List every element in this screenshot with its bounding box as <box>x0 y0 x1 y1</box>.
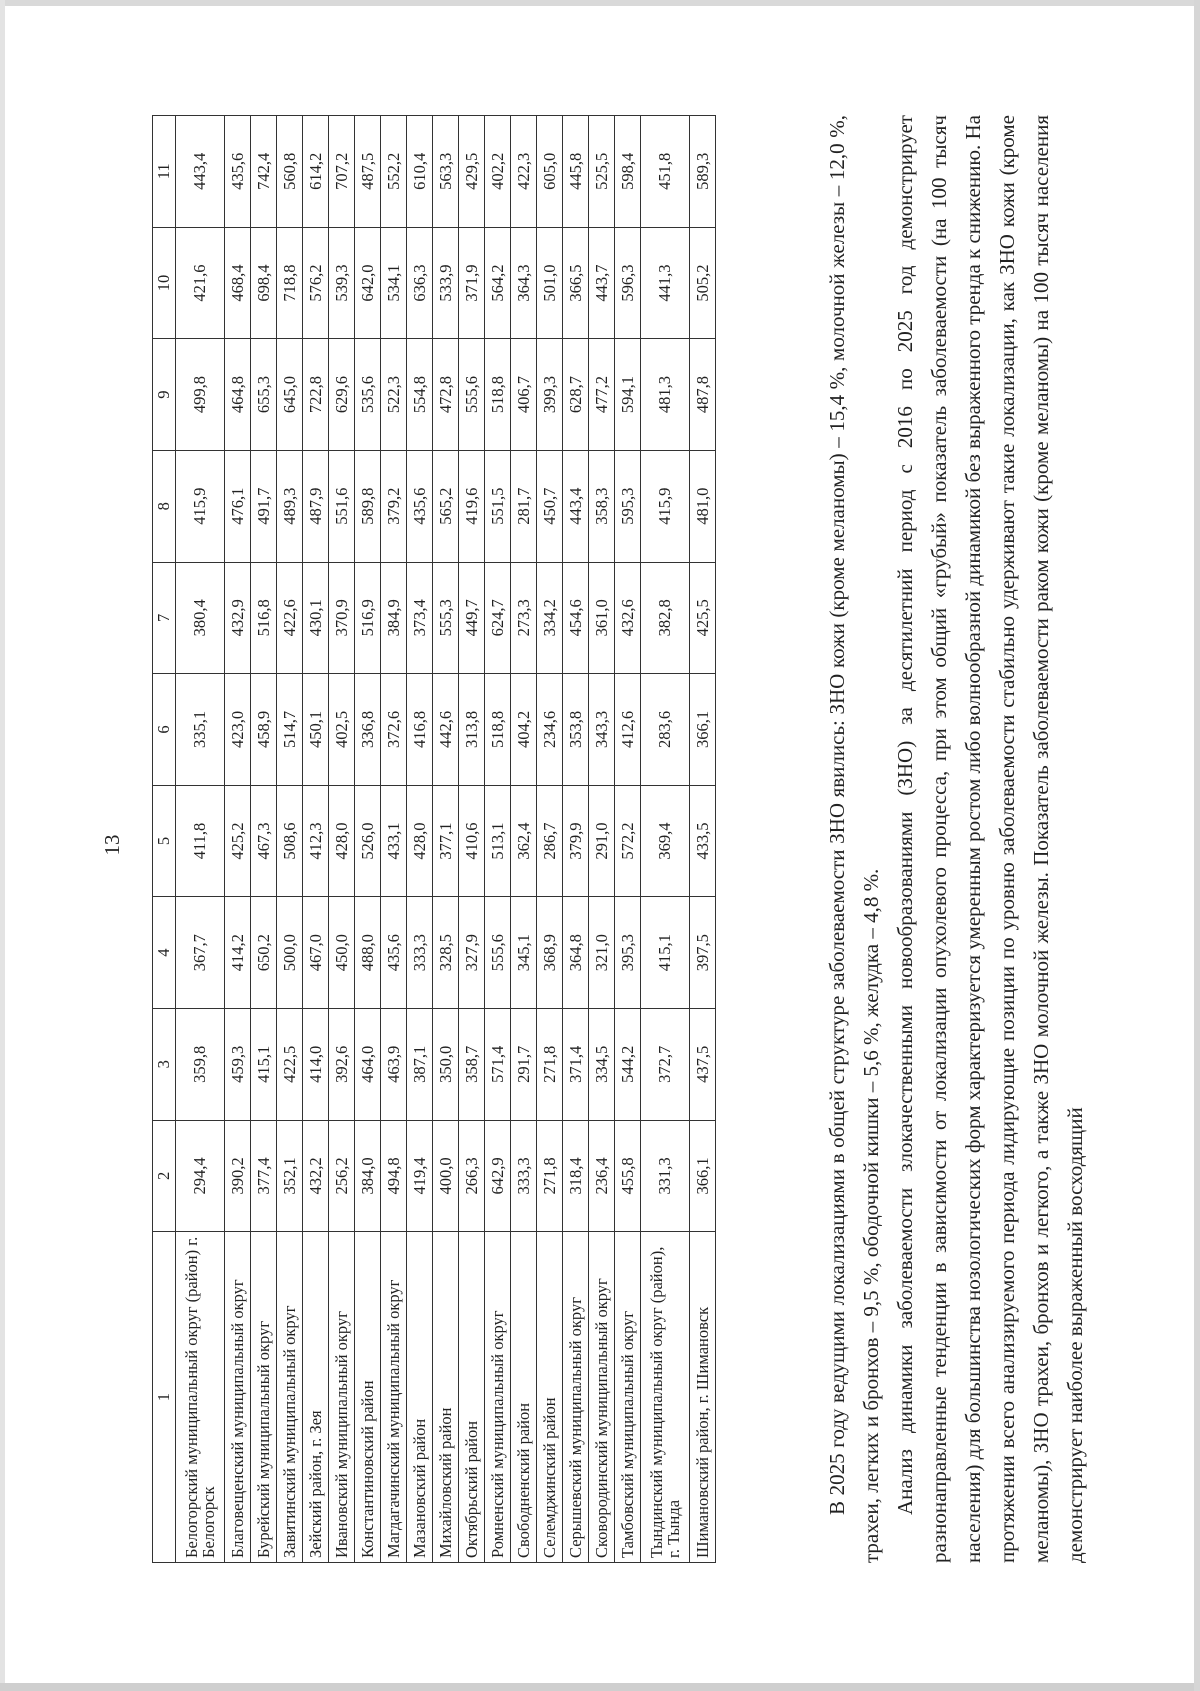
value-cell: 266,3 <box>459 1120 485 1232</box>
column-header: 3 <box>153 1008 176 1120</box>
value-cell: 533,9 <box>433 227 459 339</box>
value-cell: 494,8 <box>381 1120 407 1232</box>
district-name-cell: Ивановский муниципальный округ <box>329 1232 355 1563</box>
value-cell: 450,7 <box>537 450 563 562</box>
value-cell: 555,3 <box>433 562 459 674</box>
value-cell: 273,3 <box>511 562 537 674</box>
value-cell: 353,8 <box>563 674 589 786</box>
value-cell: 518,8 <box>485 339 511 451</box>
scan-edge-top <box>0 0 1200 6</box>
value-cell: 369,4 <box>641 785 690 897</box>
value-cell: 487,9 <box>303 450 329 562</box>
value-cell: 352,1 <box>277 1120 303 1232</box>
value-cell: 415,1 <box>251 1008 277 1120</box>
value-cell: 397,5 <box>690 897 716 1009</box>
value-cell: 481,0 <box>690 450 716 562</box>
value-cell: 429,5 <box>459 116 485 228</box>
value-cell: 415,1 <box>641 897 690 1009</box>
district-name-cell: Благовещенский муниципальный округ <box>225 1232 251 1563</box>
value-cell: 443,4 <box>176 116 225 228</box>
value-cell: 271,8 <box>537 1008 563 1120</box>
value-cell: 463,9 <box>381 1008 407 1120</box>
value-cell: 563,3 <box>433 116 459 228</box>
value-cell: 414,2 <box>225 897 251 1009</box>
value-cell: 443,4 <box>563 450 589 562</box>
value-cell: 343,3 <box>589 674 615 786</box>
value-cell: 412,3 <box>303 785 329 897</box>
value-cell: 564,2 <box>485 227 511 339</box>
district-name-cell: Бурейский муниципальный округ <box>251 1232 277 1563</box>
district-name-cell: Ромненский муниципальный округ <box>485 1232 511 1563</box>
value-cell: 476,1 <box>225 450 251 562</box>
value-cell: 331,3 <box>641 1120 690 1232</box>
value-cell: 379,9 <box>563 785 589 897</box>
value-cell: 384,9 <box>381 562 407 674</box>
value-cell: 415,9 <box>641 450 690 562</box>
value-cell: 698,4 <box>251 227 277 339</box>
value-cell: 372,6 <box>381 674 407 786</box>
value-cell: 313,8 <box>459 674 485 786</box>
value-cell: 551,6 <box>329 450 355 562</box>
paragraph: Анализ динамики заболеваемости злокачественными новообразованиями (ЗНО) за десятилетний период с 2016 по 2025 год демонстрирует разнонаправленные тенденции в зависимости от локализации опухолевого процесса, при этом общий «грубый» показатель заболеваемости (на 100 тысяч населения) для большинства нозологических форм характеризуется умеренным ростом либо волнообразной динамикой без выраженного тренда к снижению. На протяжении всего анализируемого периода лидирующие позиции по уровню заболеваемости стабильно удерживают такие локализации, как ЗНО кожи (кроме меланомы), ЗНО трахеи, бронхов и легкого, а также ЗНО молочной железы. Показатель заболеваемости раком кожи (кроме меланомы) на 100 тысяч населения демонстрирует наиболее выраженный восходящий <box>893 115 1087 1563</box>
table-row <box>277 116 303 1563</box>
value-cell: 286,7 <box>537 785 563 897</box>
value-cell: 707,2 <box>329 116 355 228</box>
table-row <box>433 116 459 1563</box>
column-header: 9 <box>153 339 176 451</box>
value-cell: 435,6 <box>381 897 407 1009</box>
district-name-cell: Октябрьский район <box>459 1232 485 1563</box>
value-cell: 283,6 <box>641 674 690 786</box>
value-cell: 433,1 <box>381 785 407 897</box>
value-cell: 435,6 <box>225 116 251 228</box>
table-body <box>176 116 716 1563</box>
value-cell: 334,2 <box>537 562 563 674</box>
value-cell: 576,2 <box>303 227 329 339</box>
value-cell: 472,8 <box>433 339 459 451</box>
value-cell: 368,9 <box>537 897 563 1009</box>
value-cell: 410,6 <box>459 785 485 897</box>
value-cell: 406,7 <box>511 339 537 451</box>
value-cell: 435,6 <box>407 450 433 562</box>
value-cell: 442,6 <box>433 674 459 786</box>
value-cell: 364,3 <box>511 227 537 339</box>
district-name-cell: Константиновский район <box>355 1232 381 1563</box>
value-cell: 362,4 <box>511 785 537 897</box>
value-cell: 555,6 <box>485 897 511 1009</box>
table-row <box>329 116 355 1563</box>
value-cell: 377,1 <box>433 785 459 897</box>
value-cell: 552,2 <box>381 116 407 228</box>
scan-edge-bottom <box>0 1683 1200 1691</box>
rotated-page-content <box>100 85 1100 1605</box>
value-cell: 518,8 <box>485 674 511 786</box>
column-header: 5 <box>153 785 176 897</box>
value-cell: 372,7 <box>641 1008 690 1120</box>
value-cell: 508,6 <box>277 785 303 897</box>
value-cell: 535,6 <box>355 339 381 451</box>
value-cell: 534,1 <box>381 227 407 339</box>
value-cell: 402,2 <box>485 116 511 228</box>
incidence-table <box>152 115 716 1563</box>
value-cell: 598,4 <box>615 116 641 228</box>
value-cell: 594,1 <box>615 339 641 451</box>
value-cell: 422,5 <box>277 1008 303 1120</box>
value-cell: 271,8 <box>537 1120 563 1232</box>
value-cell: 336,8 <box>355 674 381 786</box>
column-header: 7 <box>153 562 176 674</box>
value-cell: 551,5 <box>485 450 511 562</box>
value-cell: 516,8 <box>251 562 277 674</box>
value-cell: 505,2 <box>690 227 716 339</box>
value-cell: 373,4 <box>407 562 433 674</box>
value-cell: 384,0 <box>355 1120 381 1232</box>
value-cell: 459,3 <box>225 1008 251 1120</box>
table-row <box>459 116 485 1563</box>
value-cell: 722,8 <box>303 339 329 451</box>
column-header: 1 <box>153 1232 176 1563</box>
value-cell: 416,8 <box>407 674 433 786</box>
value-cell: 415,9 <box>176 450 225 562</box>
value-cell: 345,1 <box>511 897 537 1009</box>
value-cell: 516,9 <box>355 562 381 674</box>
value-cell: 451,8 <box>641 116 690 228</box>
value-cell: 614,2 <box>303 116 329 228</box>
value-cell: 491,7 <box>251 450 277 562</box>
value-cell: 236,4 <box>589 1120 615 1232</box>
value-cell: 359,8 <box>176 1008 225 1120</box>
value-cell: 742,4 <box>251 116 277 228</box>
table-header-row <box>153 116 176 1563</box>
value-cell: 432,2 <box>303 1120 329 1232</box>
district-name-cell: Свободненский район <box>511 1232 537 1563</box>
value-cell: 500,0 <box>277 897 303 1009</box>
value-cell: 419,6 <box>459 450 485 562</box>
value-cell: 655,3 <box>251 339 277 451</box>
column-header: 11 <box>153 116 176 228</box>
value-cell: 318,4 <box>563 1120 589 1232</box>
value-cell: 294,4 <box>176 1120 225 1232</box>
value-cell: 449,7 <box>459 562 485 674</box>
district-name-cell: Белогорский муниципальный округ (район) г. Белогорск <box>176 1232 225 1563</box>
value-cell: 366,1 <box>690 1120 716 1232</box>
value-cell: 432,9 <box>225 562 251 674</box>
value-cell: 624,7 <box>485 562 511 674</box>
value-cell: 425,2 <box>225 785 251 897</box>
value-cell: 464,8 <box>225 339 251 451</box>
value-cell: 379,2 <box>381 450 407 562</box>
value-cell: 514,7 <box>277 674 303 786</box>
value-cell: 487,8 <box>690 339 716 451</box>
value-cell: 421,6 <box>176 227 225 339</box>
value-cell: 380,4 <box>176 562 225 674</box>
value-cell: 629,6 <box>329 339 355 451</box>
value-cell: 645,0 <box>277 339 303 451</box>
table-row <box>485 116 511 1563</box>
district-name-cell: Тамбовский муниципальный округ <box>615 1232 641 1563</box>
value-cell: 589,8 <box>355 450 381 562</box>
value-cell: 335,1 <box>176 674 225 786</box>
value-cell: 400,0 <box>433 1120 459 1232</box>
value-cell: 361,0 <box>589 562 615 674</box>
value-cell: 333,3 <box>511 1120 537 1232</box>
district-name-cell: Мазановский район <box>407 1232 433 1563</box>
value-cell: 455,8 <box>615 1120 641 1232</box>
value-cell: 560,8 <box>277 116 303 228</box>
value-cell: 402,5 <box>329 674 355 786</box>
value-cell: 382,8 <box>641 562 690 674</box>
value-cell: 437,5 <box>690 1008 716 1120</box>
value-cell: 414,0 <box>303 1008 329 1120</box>
scan-edge-left <box>0 0 5 1691</box>
value-cell: 488,0 <box>355 897 381 1009</box>
value-cell: 358,7 <box>459 1008 485 1120</box>
value-cell: 572,2 <box>615 785 641 897</box>
table-row <box>537 116 563 1563</box>
table-row <box>690 116 716 1563</box>
value-cell: 565,2 <box>433 450 459 562</box>
value-cell: 392,6 <box>329 1008 355 1120</box>
value-cell: 350,0 <box>433 1008 459 1120</box>
value-cell: 526,0 <box>355 785 381 897</box>
value-cell: 477,2 <box>589 339 615 451</box>
value-cell: 610,4 <box>407 116 433 228</box>
table-row <box>225 116 251 1563</box>
value-cell: 468,4 <box>225 227 251 339</box>
table-row <box>641 116 690 1563</box>
value-cell: 367,7 <box>176 897 225 1009</box>
page-number: 13 <box>100 834 124 856</box>
value-cell: 539,3 <box>329 227 355 339</box>
district-name-cell: Михайловский район <box>433 1232 459 1563</box>
value-cell: 432,6 <box>615 562 641 674</box>
value-cell: 333,3 <box>407 897 433 1009</box>
table-row <box>303 116 329 1563</box>
table-row <box>355 116 381 1563</box>
column-header: 6 <box>153 674 176 786</box>
value-cell: 481,3 <box>641 339 690 451</box>
value-cell: 487,5 <box>355 116 381 228</box>
value-cell: 454,6 <box>563 562 589 674</box>
value-cell: 636,3 <box>407 227 433 339</box>
value-cell: 422,6 <box>277 562 303 674</box>
value-cell: 596,3 <box>615 227 641 339</box>
value-cell: 291,7 <box>511 1008 537 1120</box>
paragraph: В 2025 году ведущими локализациями в общей структуре заболеваемости ЗНО явились: ЗНО кожи (кроме меланомы) – 15,4 %, молочной железы – 12,0 %, трахеи, легких и бронхов – 9,5 %, ободочной кишки – 5,6 %, желудка – 4,8 %. <box>825 115 883 1563</box>
table-row <box>251 116 277 1563</box>
value-cell: 642,0 <box>355 227 381 339</box>
value-cell: 718,8 <box>277 227 303 339</box>
value-cell: 554,8 <box>407 339 433 451</box>
district-name-cell: Магдагачинский муниципальный округ <box>381 1232 407 1563</box>
value-cell: 650,2 <box>251 897 277 1009</box>
value-cell: 411,8 <box>176 785 225 897</box>
table-row <box>563 116 589 1563</box>
value-cell: 371,4 <box>563 1008 589 1120</box>
value-cell: 445,8 <box>563 116 589 228</box>
column-header: 4 <box>153 897 176 1009</box>
value-cell: 358,3 <box>589 450 615 562</box>
value-cell: 395,3 <box>615 897 641 1009</box>
value-cell: 328,5 <box>433 897 459 1009</box>
value-cell: 467,3 <box>251 785 277 897</box>
value-cell: 425,5 <box>690 562 716 674</box>
table-row <box>176 116 225 1563</box>
district-name-cell: Зейский район, г. Зея <box>303 1232 329 1563</box>
value-cell: 467,0 <box>303 897 329 1009</box>
value-cell: 404,2 <box>511 674 537 786</box>
value-cell: 377,4 <box>251 1120 277 1232</box>
value-cell: 571,4 <box>485 1008 511 1120</box>
value-cell: 595,3 <box>615 450 641 562</box>
value-cell: 501,0 <box>537 227 563 339</box>
value-cell: 433,5 <box>690 785 716 897</box>
value-cell: 419,4 <box>407 1120 433 1232</box>
district-name-cell: Селемджинский район <box>537 1232 563 1563</box>
value-cell: 364,8 <box>563 897 589 1009</box>
table-row <box>407 116 433 1563</box>
table-row <box>381 116 407 1563</box>
value-cell: 428,0 <box>329 785 355 897</box>
district-name-cell: Завитинский муниципальный округ <box>277 1232 303 1563</box>
column-header: 10 <box>153 227 176 339</box>
table-row <box>589 116 615 1563</box>
value-cell: 291,0 <box>589 785 615 897</box>
value-cell: 430,1 <box>303 562 329 674</box>
value-cell: 441,3 <box>641 227 690 339</box>
value-cell: 256,2 <box>329 1120 355 1232</box>
value-cell: 450,1 <box>303 674 329 786</box>
value-cell: 589,3 <box>690 116 716 228</box>
value-cell: 642,9 <box>485 1120 511 1232</box>
district-name-cell: Тындинский муниципальный округ (район), г. Тында <box>641 1232 690 1563</box>
value-cell: 499,8 <box>176 339 225 451</box>
value-cell: 489,3 <box>277 450 303 562</box>
value-cell: 327,9 <box>459 897 485 1009</box>
table-row <box>615 116 641 1563</box>
value-cell: 390,2 <box>225 1120 251 1232</box>
body-text <box>820 115 1092 1563</box>
district-name-cell: Сковородинский муниципальный округ <box>589 1232 615 1563</box>
value-cell: 628,7 <box>563 339 589 451</box>
value-cell: 544,2 <box>615 1008 641 1120</box>
value-cell: 387,1 <box>407 1008 433 1120</box>
value-cell: 366,5 <box>563 227 589 339</box>
table-row <box>511 116 537 1563</box>
value-cell: 513,1 <box>485 785 511 897</box>
value-cell: 522,3 <box>381 339 407 451</box>
value-cell: 443,7 <box>589 227 615 339</box>
value-cell: 321,0 <box>589 897 615 1009</box>
value-cell: 334,5 <box>589 1008 615 1120</box>
value-cell: 366,1 <box>690 674 716 786</box>
district-name-cell: Серышевский муниципальный округ <box>563 1232 589 1563</box>
value-cell: 428,0 <box>407 785 433 897</box>
value-cell: 464,0 <box>355 1008 381 1120</box>
column-header: 8 <box>153 450 176 562</box>
value-cell: 450,0 <box>329 897 355 1009</box>
value-cell: 399,3 <box>537 339 563 451</box>
value-cell: 370,9 <box>329 562 355 674</box>
column-header: 2 <box>153 1120 176 1232</box>
value-cell: 422,3 <box>511 116 537 228</box>
value-cell: 423,0 <box>225 674 251 786</box>
scan-edge-right <box>1194 0 1200 1691</box>
value-cell: 605,0 <box>537 116 563 228</box>
value-cell: 555,6 <box>459 339 485 451</box>
value-cell: 234,6 <box>537 674 563 786</box>
value-cell: 281,7 <box>511 450 537 562</box>
value-cell: 458,9 <box>251 674 277 786</box>
value-cell: 412,6 <box>615 674 641 786</box>
district-name-cell: Шимановский район, г. Шимановск <box>690 1232 716 1563</box>
value-cell: 371,9 <box>459 227 485 339</box>
value-cell: 525,5 <box>589 116 615 228</box>
